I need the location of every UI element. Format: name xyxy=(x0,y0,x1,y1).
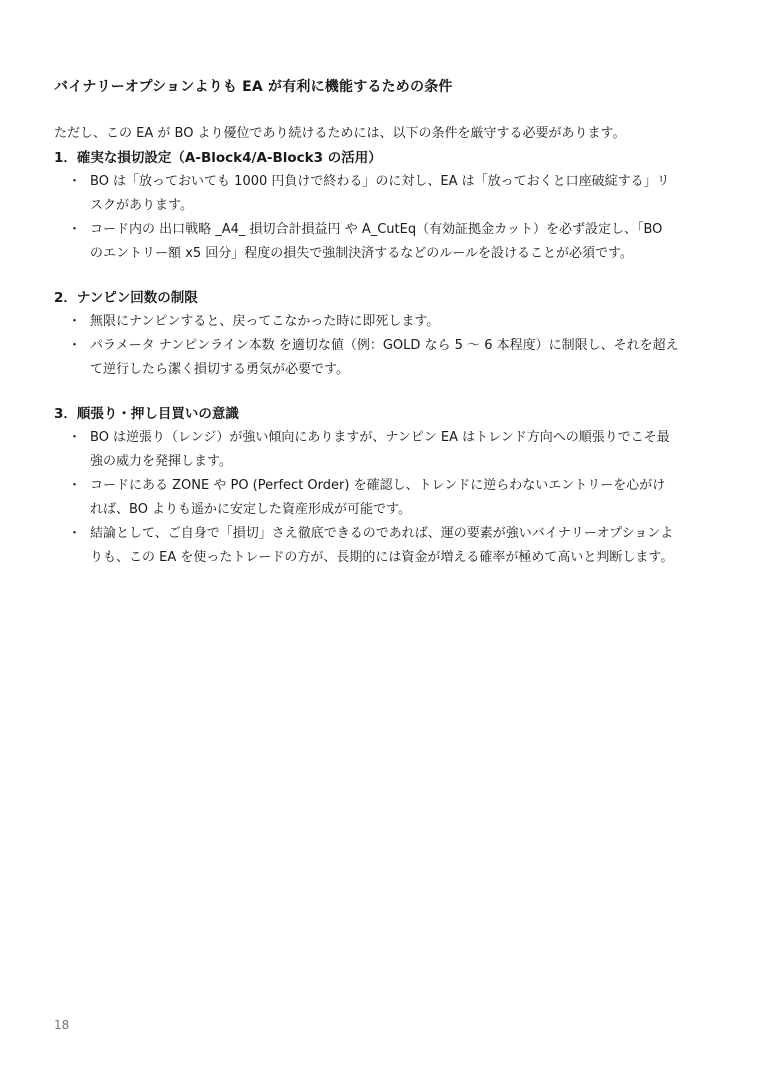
list-item xyxy=(54,474,714,522)
list-item xyxy=(54,310,714,334)
section-heading: 1．確実な損切設定（A-Block4/A-Block3 の活用） xyxy=(54,150,382,166)
item-line: BO は「放っておいても 1000 円負けで終わる」のに対し、EA は「放っておくと口座破綻する」リ xyxy=(90,174,670,189)
item-line: りも、この EA を使ったトレードの方が、長期的には資金が増える確率が極めて高いと判断します。 xyxy=(90,550,674,565)
item-line: れば、BO よりも遥かに安定した資産形成が可能です。 xyxy=(90,502,412,517)
section-heading: 3．順張り・押し目買いの意識 xyxy=(54,406,239,422)
item-line: パラメータ ナンピンライン本数 を適切な値（例：GOLD なら 5 ～ 6 本程度）に制限し、それを超え xyxy=(90,338,679,353)
section-1 xyxy=(54,146,714,266)
bullet-icon: ・ xyxy=(68,222,82,237)
section-heading: 2．ナンピン回数の制限 xyxy=(54,290,198,306)
intro-paragraph: ただし、この EA が BO より優位であり続けるためには、以下の条件を厳守する必要があります。 xyxy=(54,126,626,141)
item-line: 強の威力を発揮します。 xyxy=(90,454,232,469)
list-item xyxy=(54,218,714,266)
item-line: 結論として、ご自身で「損切」さえ徹底できるのであれば、運の要素が強いバイナリーオプションよ xyxy=(90,526,674,541)
item-line: て逆行したら潔く損切する勇気が必要です。 xyxy=(90,362,349,377)
page-number: 18 xyxy=(54,1018,70,1032)
item-line: のエントリー額 x5 回分」程度の損失で強制決済するなどのルールを設けることが必須です。 xyxy=(90,246,633,261)
section-3 xyxy=(54,402,714,570)
list-item xyxy=(54,334,714,382)
item-line: コードにある ZONE や PO (Perfect Order) を確認し、トレンドに逆らわないエントリーを心がけ xyxy=(90,478,666,493)
bullet-icon: ・ xyxy=(68,174,82,189)
item-line: BO は逆張り（レンジ）が強い傾向にありますが、ナンピン EA はトレンド方向への順張りでこそ最 xyxy=(90,430,670,445)
section-2 xyxy=(54,286,714,382)
bullet-icon: ・ xyxy=(68,338,82,353)
list-item xyxy=(54,522,714,570)
item-line: コード内の 出口戦略 _A4_ 損切合計損益円 や A_CutEq（有効証拠金カット）を必ず設定し、「BO xyxy=(90,222,663,237)
bullet-icon: ・ xyxy=(68,526,82,541)
bullet-icon: ・ xyxy=(68,478,82,493)
bullet-icon: ・ xyxy=(68,314,82,329)
bullet-icon: ・ xyxy=(68,430,82,445)
item-line: 無限にナンピンすると、戻ってこなかった時に即死します。 xyxy=(90,314,440,329)
list-item xyxy=(54,170,714,218)
document-title: バイナリーオプションよりも EA が有利に機能するための条件 xyxy=(54,79,453,95)
item-line: スクがあります。 xyxy=(90,198,193,213)
list-item xyxy=(54,426,714,474)
